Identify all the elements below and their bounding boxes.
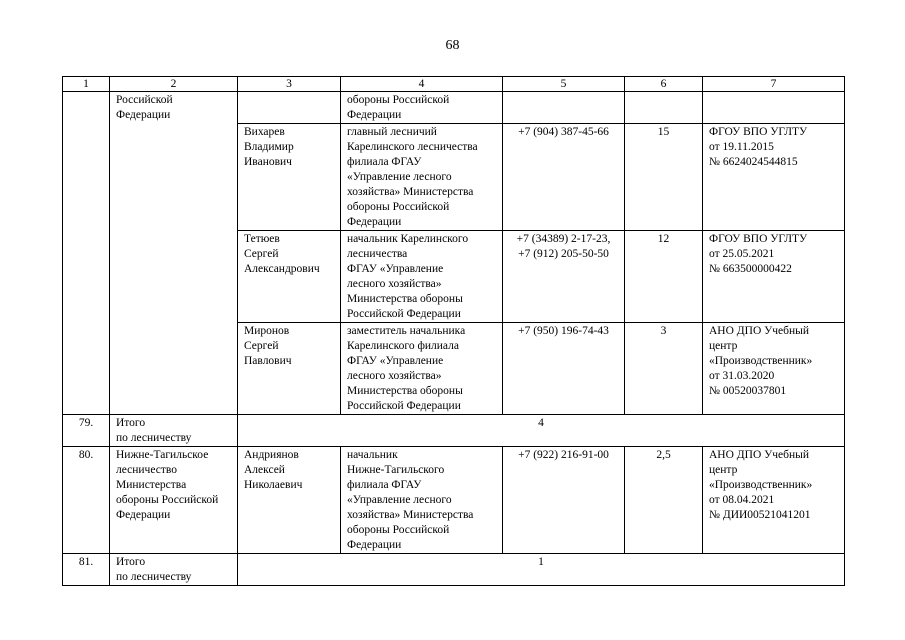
certificate-cell xyxy=(703,92,845,124)
column-header: 4 xyxy=(341,77,503,92)
total-row xyxy=(63,554,845,586)
row-number-cell: 80. xyxy=(63,447,110,554)
certificate-cell: ФГОУ ВПО УГЛТУ от 25.05.2021 № 663500000422 xyxy=(703,231,845,323)
total-row xyxy=(63,415,845,447)
total-value-cell: 1 xyxy=(238,554,845,586)
phone-cell: +7 (950) 196-74-43 xyxy=(503,323,625,415)
table-row xyxy=(63,447,845,554)
table-row xyxy=(63,92,845,124)
table-header-row xyxy=(63,77,845,92)
certificate-cell: АНО ДПО Учебный центр «Производственник» от 08.04.2021 № ДИИ00521041201 xyxy=(703,447,845,554)
row-number-cell: 81. xyxy=(63,554,110,586)
person-cell: Миронов Сергей Павлович xyxy=(238,323,341,415)
phone-cell: +7 (34389) 2-17-23, +7 (912) 205-50-50 xyxy=(503,231,625,323)
certificate-cell: АНО ДПО Учебный центр «Производственник» от 31.03.2020 № 00520037801 xyxy=(703,323,845,415)
person-cell: Вихарев Владимир Иванович xyxy=(238,124,341,231)
total-value-cell: 4 xyxy=(238,415,845,447)
position-cell: обороны Российской Федерации xyxy=(341,92,503,124)
column-header: 7 xyxy=(703,77,845,92)
forestry-name-cell: Нижне-Тагильское лесничество Министерства обороны Российской Федерации xyxy=(110,447,238,554)
area-cell: 2,5 xyxy=(625,447,703,554)
area-cell: 12 xyxy=(625,231,703,323)
row-number-cell: 79. xyxy=(63,415,110,447)
row-number-cell xyxy=(63,92,110,415)
position-cell: заместитель начальника Карелинского филиала ФГАУ «Управление лесного хозяйства» Министерства обороны Российской Федерации xyxy=(341,323,503,415)
column-header: 2 xyxy=(110,77,238,92)
total-label-cell: Итого по лесничеству xyxy=(110,415,238,447)
position-cell: главный лесничий Карелинского лесничества филиала ФГАУ «Управление лесного хозяйства» Министерства обороны Российской Федерации xyxy=(341,124,503,231)
column-header: 1 xyxy=(63,77,110,92)
column-header: 6 xyxy=(625,77,703,92)
area-cell: 3 xyxy=(625,323,703,415)
person-cell: Тетюев Сергей Александрович xyxy=(238,231,341,323)
certificate-cell: ФГОУ ВПО УГЛТУ от 19.11.2015 № 6624024544815 xyxy=(703,124,845,231)
column-header: 3 xyxy=(238,77,341,92)
area-cell xyxy=(625,92,703,124)
column-header: 5 xyxy=(503,77,625,92)
phone-cell: +7 (904) 387-45-66 xyxy=(503,124,625,231)
phone-cell: +7 (922) 216-91-00 xyxy=(503,447,625,554)
position-cell: начальник Нижне-Тагильского филиала ФГАУ «Управление лесного хозяйства» Министерства обороны Российской Федерации xyxy=(341,447,503,554)
forestry-name-cell: Российской Федерации xyxy=(110,92,238,415)
person-cell: Андриянов Алексей Николаевич xyxy=(238,447,341,554)
person-cell xyxy=(238,92,341,124)
total-label-cell: Итого по лесничеству xyxy=(110,554,238,586)
forestry-staff-table xyxy=(62,76,845,586)
page-number: 68 xyxy=(445,38,460,53)
position-cell: начальник Карелинского лесничества ФГАУ «Управление лесного хозяйства» Министерства обороны Российской Федерации xyxy=(341,231,503,323)
area-cell: 15 xyxy=(625,124,703,231)
phone-cell xyxy=(503,92,625,124)
